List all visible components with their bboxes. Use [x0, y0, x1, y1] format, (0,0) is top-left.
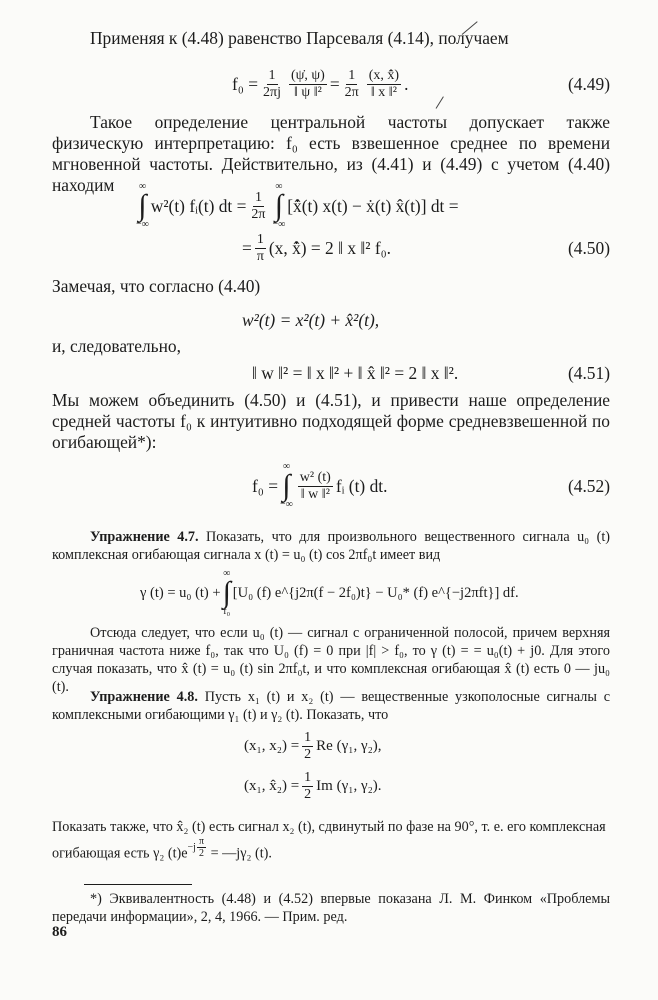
eq-number-4-50: (4.50) — [567, 237, 610, 258]
integral-sign: ∞ ∫ f₀ — [222, 568, 231, 617]
exercise-4-8-after-text: Показать также, что x̂₂ (t) есть сигнал x₂ (t), сдвинутый по фазе на 90°, т. е. его комплексная огибающая есть γ₂ (t)e — [52, 819, 606, 862]
paragraph-hence: и, следовательно, — [52, 336, 181, 356]
eq-number-4-52: (4.52) — [567, 475, 610, 496]
equation-im — [52, 766, 610, 806]
equation-4-51 — [52, 354, 610, 392]
eq-4-50-rhs: [x̂̇(t) x(t) − ẋ(t) x̂(t)] dt = — [287, 195, 459, 216]
footnote: *) Эквивалентность (4.48) и (4.52) впервые показана Л. М. Финком «Проблемы передачи информации», 2, 4, 1966. — Прим. ред. — [52, 891, 610, 925]
eq-4-49-equals: = — [329, 73, 340, 94]
paragraph-noting: Замечая, что согласно (4.40) — [52, 276, 261, 296]
eq-im-rhs: Im (γ₁, γ₂). — [316, 777, 382, 794]
eq-re-lhs: (x₁, x₂) = — [244, 737, 300, 754]
paragraph-interpretation: Такое определение центральной частоты допускает также физическую интерпретацию: f₀ есть взвешенное среднее по времени мгновенной частоты. Действительно, из (4.41) и (4.49) с учетом (4.40) находим — [52, 112, 610, 195]
eq-im-lhs: (x₁, x̂₂) = — [244, 777, 300, 794]
exercise-4-8-after-end: = —jγ₂ (t). — [207, 845, 272, 862]
equation-re — [52, 726, 610, 766]
exercise-4-7 — [52, 528, 610, 564]
equation-gamma — [52, 568, 610, 618]
eq-4-52-frac: $\frac{\text{w² (t)}}{\text{‖ w ‖²}}$ — [299, 469, 331, 502]
eq-4-50b-equals: = — [242, 237, 252, 258]
eq-re-rhs: Re (γ₁, γ₂), — [316, 737, 382, 754]
integral-sign: ∞ ∫ −∞ — [272, 181, 286, 230]
integral-sign: ∞ ∫ −∞ — [136, 181, 149, 230]
eq-4-49-lhs: f₀ = — [232, 73, 259, 94]
equation-4-49 — [52, 62, 610, 106]
equation-4-50-line2 — [52, 226, 610, 270]
eq-4-51-body: ‖ w ‖² = ‖ x ‖² + ‖ x̂ ‖² = 2 ‖ x ‖². — [252, 362, 459, 383]
eq-4-52-rhs: fᵢ (t) dt. — [335, 475, 388, 496]
eq-4-50b-frac: $\frac{1}{\pi}$ — [256, 231, 264, 264]
eq-4-50-frac: $\frac{1}{2\pi}$ — [251, 189, 266, 222]
page-number: 86 — [52, 924, 67, 940]
equation-4-52 — [52, 456, 610, 516]
phase-exponent: −j π 2 — [187, 836, 205, 859]
eq-4-49-frac3: $\frac{1}{2\pi}$ — [344, 67, 359, 100]
eq-4-52-lhs: f₀ = — [252, 475, 279, 496]
exercise-4-8 — [52, 688, 610, 724]
eq-number-4-49: (4.49) — [567, 73, 610, 94]
exercise-4-8-text: Пусть x₁ (t) и x₂ (t) — вещественные узкополосные сигналы с комплексными огибающими γ₁ (t) и γ₂ (t). Показать, что — [52, 689, 611, 723]
paragraph-combine: Мы можем объединить (4.50) и (4.51), и привести наше определение средней частоты f₀ к интуитивно подходящей форме средневзвешенной по огибающей*): — [52, 390, 610, 452]
eq-number-4-51: (4.51) — [567, 362, 610, 383]
eq-4-49-frac4: $\frac{(x, x̂̇)}{\text{‖ x ‖²}}$ — [368, 67, 400, 100]
eq-4-50-lhs: w²(t) fᵢ(t) dt = — [150, 195, 247, 216]
eq-4-49-frac2: $\frac{(\psi̇, \psi)}{\text{‖ ψ ‖²}}$ — [290, 67, 325, 100]
footnote-rule — [84, 884, 192, 885]
paragraph-intro: Применяя к (4.48) равенство Парсеваля (4.14), получаем — [90, 28, 509, 48]
equation-w-squared: w²(t) = x²(t) + x̂²(t), — [242, 309, 380, 330]
eq-re-frac: $\frac{1}{2}$ — [304, 729, 312, 762]
exercise-4-8-continuation — [52, 818, 610, 863]
eq-im-frac: $\frac{1}{2}$ — [304, 769, 312, 802]
integral-sign: ∞ ∫ −∞ — [280, 461, 293, 510]
eq-gamma-lhs: γ (t) = u₀ (t) + — [140, 584, 221, 601]
exercise-4-8-heading: Упражнение 4.8. — [90, 689, 198, 705]
eq-gamma-rhs: [U₀ (f) e^{j2π(f − 2f₀)t} − U₀* (f) e^{−j2πft}] df. — [232, 584, 519, 601]
exercise-4-7-heading: Упражнение 4.7. — [90, 529, 199, 545]
eq-4-50b-rhs: (x, x̂̇) = 2 ‖ x ‖² f₀. — [268, 237, 392, 258]
eq-4-49-period: . — [404, 73, 409, 94]
exercise-4-7-text: Показать, что для произвольного вещественного сигнала u₀ (t) комплексная огибающая сигнала x (t) = u₀ (t) cos 2πf₀t имеет вид — [52, 529, 610, 563]
exercise-4-7-continuation: Отсюда следует, что если u₀ (t) — сигнал с ограниченной полосой, причем верхняя граничная частота ниже f₀, так что U₀ (f) = 0 при |f| > f₀, то γ (t) = = u₀(t) + j0. Для этого случая показать, что x̂ (t) = u₀ (t) sin 2πf₀t, и что комплексная огибающая x̂ (t) есть 0 — ju₀ (t). — [52, 625, 610, 695]
eq-4-49-frac1: $\frac{1}{2\pi j}$ — [263, 67, 281, 100]
